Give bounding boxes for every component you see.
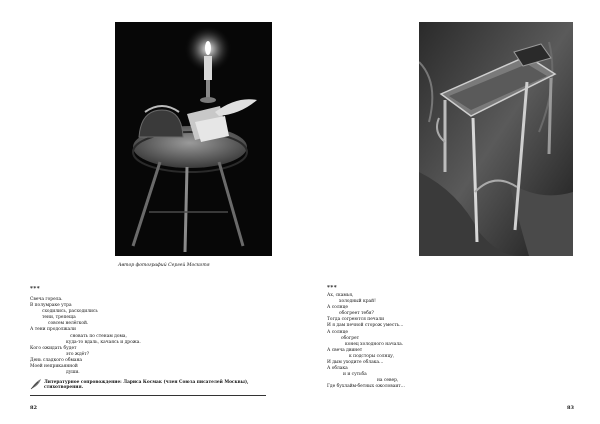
section-separator: ***: [327, 285, 338, 291]
poem-line: А тени продолжали: [30, 327, 76, 333]
poem-line: Где бухлайм-бетных ожоловаит...: [327, 384, 405, 390]
poem-line: куда-то вдаль, качаясь и дрожа.: [66, 339, 141, 345]
poem-line: Ах, скамья,: [327, 293, 354, 298]
right-page: [300, 0, 600, 424]
poem-line: А свеча двинет: [327, 347, 363, 353]
poem-right: [327, 293, 577, 391]
poem-line: сходились, расходились: [42, 309, 98, 315]
footnote-text: Литературное сопровождение: Лариса Космак (член Союза писателей Москвы), стихотворения.: [44, 380, 249, 391]
poem-left: [30, 297, 280, 376]
poem-line: День сладкого обмана: [30, 357, 83, 363]
photo-caption: Автор фотографий Сергей Москотя: [118, 263, 210, 268]
poem-line: Моей неприкаянной: [30, 364, 78, 370]
poem-line: Тогда согреются печали: [327, 317, 385, 323]
section-separator: ***: [30, 286, 41, 292]
poem-line: А солнце: [327, 329, 348, 335]
poem-line: холодный край!: [339, 299, 376, 305]
poem-line: А солнце: [327, 305, 348, 311]
page-number-right: 83: [567, 405, 574, 411]
photo-candle-table: [115, 22, 272, 256]
poem-line: на север,: [377, 378, 399, 384]
photo-candle-table-image: [115, 22, 272, 256]
poem-line: конец холодного начала.: [345, 341, 404, 347]
poem-line: обогрет: [341, 335, 360, 341]
poem-line: В полумраке утра: [30, 303, 72, 309]
poem-line: обогреет тебя?: [339, 311, 374, 317]
poem-line: И я дам печной сторож уместь...: [327, 323, 404, 329]
poem-line: это ждёт?: [66, 351, 90, 357]
poem-line: сновать по стенам дома,: [70, 333, 127, 339]
poem-line: И дым уходите облака...: [327, 360, 384, 366]
poem-line: души.: [66, 370, 80, 376]
quill-icon: [30, 378, 42, 390]
poem-line: совсем нелёгкой.: [48, 321, 89, 327]
poem-line: к подсторы солнцу,: [349, 353, 395, 359]
photo-iron-bench-image: [419, 22, 573, 256]
page-number-left: 82: [30, 405, 37, 411]
footnote-rule: [30, 395, 266, 396]
poem-line: Кого ожидать будет: [30, 345, 77, 351]
poem-line: Свеча горела.: [30, 297, 63, 302]
poem-line: тени, трепеща: [42, 315, 76, 321]
poem-line: А облака: [327, 366, 348, 372]
poem-line: и и сутьба: [343, 372, 367, 378]
photo-iron-bench: [419, 22, 573, 256]
